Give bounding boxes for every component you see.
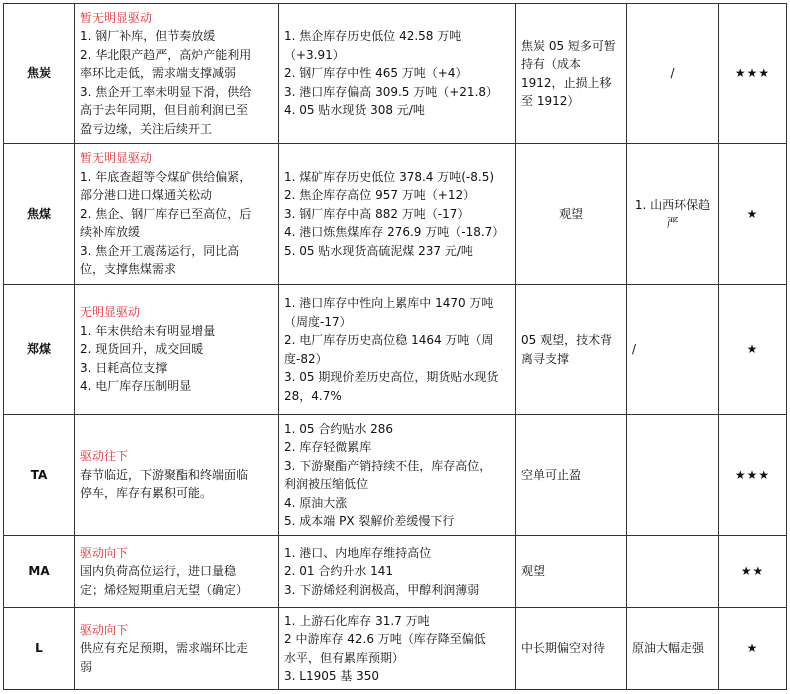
data-line: 4. 05 贴水现货 308 元/吨 <box>284 103 425 118</box>
strategy-cell: 05 观望，技术背离寻支撑 <box>516 285 627 415</box>
driver-line: 3. 日耗高位支撑 <box>80 360 168 375</box>
driver-line: 3. 焦企开工震荡运行，同比高 <box>80 243 240 258</box>
data-cell <box>279 608 516 690</box>
driver-line: 2. 现货回升，成交回暖 <box>80 342 204 357</box>
driver-line: 1. 年末供给未有明显增量 <box>80 323 216 338</box>
data-line: 2. 电厂库存历史高位稳 1464 万吨（周 <box>284 333 494 347</box>
data-line: 5. 05 贴水现货高硫泥煤 237 元/吨 <box>284 243 473 258</box>
data-line: 3. 下游烯烃利润极高，甲醇利润薄弱 <box>284 582 480 597</box>
data-cell <box>279 415 516 536</box>
driver-line: 1. 钢厂补库，但节奏放缓 <box>80 29 216 44</box>
driver-line: 高于去年同期，但目前利润已至 <box>80 103 249 118</box>
data-line: 3. L1905 基 350 <box>284 669 380 683</box>
risk-cell <box>627 536 719 608</box>
commodity-name: TA <box>4 415 75 536</box>
commodity-name: L <box>4 608 75 690</box>
rating-stars: ★★ <box>719 536 787 608</box>
data-line: 2. 库存轻微累库 <box>284 440 372 454</box>
data-line: 1. 煤矿库存历史低位 378.4 万吨(-8.5) <box>284 169 495 184</box>
strategy-cell: 中长期偏空对待 <box>516 608 627 690</box>
data-line: 3. 港口库存偏高 309.5 万吨（+21.8） <box>284 84 499 99</box>
risk-cell <box>627 415 719 536</box>
risk-cell: 原油大幅走强 <box>627 608 719 690</box>
driver-line: 2. 华北限产趋严，高炉产能利用 <box>80 47 252 62</box>
data-line: 2 中游库存 42.6 万吨（库存降至偏低 <box>284 632 486 646</box>
rating-stars: ★ <box>719 608 787 690</box>
driver-line: 弱 <box>80 659 93 674</box>
risk-cell: / <box>627 4 719 144</box>
driver-cell <box>75 415 279 536</box>
commodity-name: 郑煤 <box>4 285 75 415</box>
driver-line: 位，支撑焦煤需求 <box>80 262 177 277</box>
driver-line: 部分港口进口煤通关松动 <box>80 188 213 203</box>
table-row <box>4 608 787 690</box>
data-line: 1. 港口、内地库存维持高位 <box>284 545 432 560</box>
driver-head: 暂无明显驱动 <box>80 10 153 25</box>
driver-line: 2. 焦企、钢厂库存已至高位，后 <box>80 206 252 221</box>
driver-cell <box>75 285 279 415</box>
commodity-name: 焦煤 <box>4 144 75 285</box>
data-line: 1. 上游石化库存 31.7 万吨 <box>284 613 430 628</box>
table-row <box>4 4 787 144</box>
data-line: （+3.91） <box>284 47 345 62</box>
table-row <box>4 415 787 536</box>
driver-line: 盈亏边缘，关注后续开工 <box>80 121 213 136</box>
data-line: 28，4.7% <box>284 388 342 403</box>
data-line: 2. 01 合约升水 141 <box>284 564 394 579</box>
risk-cell: / <box>627 285 719 415</box>
strategy-cell: 焦炭 05 短多可暂持有（成本 1912，止损上移至 1912） <box>516 4 627 144</box>
driver-cell <box>75 536 279 608</box>
data-line: 5. 成本端 PX 裂解价差缓慢下行 <box>284 514 455 528</box>
data-cell <box>279 144 516 285</box>
driver-head: 暂无明显驱动 <box>80 151 153 166</box>
data-line: 利润被压缩低位 <box>284 477 369 491</box>
data-line: 2. 钢厂库存中性 465 万吨（+4） <box>284 66 468 81</box>
data-cell <box>279 4 516 144</box>
data-line: 4. 港口炼焦煤库存 276.9 万吨（-18.7） <box>284 225 505 240</box>
data-line: （周度-17） <box>284 314 352 329</box>
data-line: 1. 焦企库存历史低位 42.58 万吨 <box>284 29 462 44</box>
driver-line: 3. 焦企开工率未明显下滑，供给 <box>80 84 252 99</box>
rating-stars: ★ <box>719 144 787 285</box>
driver-line: 1. 年底查超等令煤矿供给偏紧， <box>80 169 252 184</box>
strategy-cell: 空单可止盈 <box>516 415 627 536</box>
data-line: 度-82） <box>284 351 328 366</box>
table-row <box>4 144 787 285</box>
strategy-cell: 观望 <box>516 536 627 608</box>
rating-stars: ★★★ <box>719 415 787 536</box>
driver-line: 春节临近，下游聚酯和终端面临 <box>80 467 249 482</box>
data-line: 3. 05 期现价差历史高位，期货贴水现货 <box>284 370 499 384</box>
rating-stars: ★★★ <box>719 4 787 144</box>
commodity-analysis-table <box>3 3 787 690</box>
driver-cell <box>75 4 279 144</box>
driver-cell <box>75 608 279 690</box>
driver-head: 驱动往下 <box>80 449 129 464</box>
data-line: 4. 原油大涨 <box>284 495 348 510</box>
data-line: 3. 钢厂库存中高 882 万吨（-17） <box>284 206 470 221</box>
data-line: 1. 港口库存中性向上累库中 1470 万吨 <box>284 296 494 310</box>
data-line: 3. 下游聚酯产销持续不佳，库存高位， <box>284 458 492 473</box>
data-line: 水平，但有累库预期） <box>284 650 405 665</box>
driver-line: 停车，库存有累积可能。 <box>80 486 213 501</box>
data-cell <box>279 285 516 415</box>
commodity-name: 焦炭 <box>4 4 75 144</box>
risk-cell: 1. 山西环保趋严 <box>627 144 719 285</box>
driver-line: 4. 电厂库存压制明显 <box>80 379 192 394</box>
data-line: 2. 焦企库存高位 957 万吨（+12） <box>284 188 476 203</box>
driver-head: 无明显驱动 <box>80 305 141 320</box>
driver-line: 国内负荷高位运行，进口量稳 <box>80 564 237 579</box>
commodity-name: MA <box>4 536 75 608</box>
table-row <box>4 536 787 608</box>
driver-line: 定；烯烃短期重启无望（确定） <box>80 582 249 597</box>
data-line: 1. 05 合约贴水 286 <box>284 421 394 436</box>
driver-line: 率环比走低，需求端支撑减弱 <box>80 66 237 81</box>
table-row <box>4 285 787 415</box>
rating-stars: ★ <box>719 285 787 415</box>
driver-line: 续补库放缓 <box>80 225 141 240</box>
driver-cell <box>75 144 279 285</box>
strategy-cell: 观望 <box>516 144 627 285</box>
driver-head: 驱动向下 <box>80 545 129 560</box>
driver-head: 驱动向下 <box>80 622 129 637</box>
data-cell <box>279 536 516 608</box>
driver-line: 供应有充足预期，需求端环比走 <box>80 641 249 656</box>
